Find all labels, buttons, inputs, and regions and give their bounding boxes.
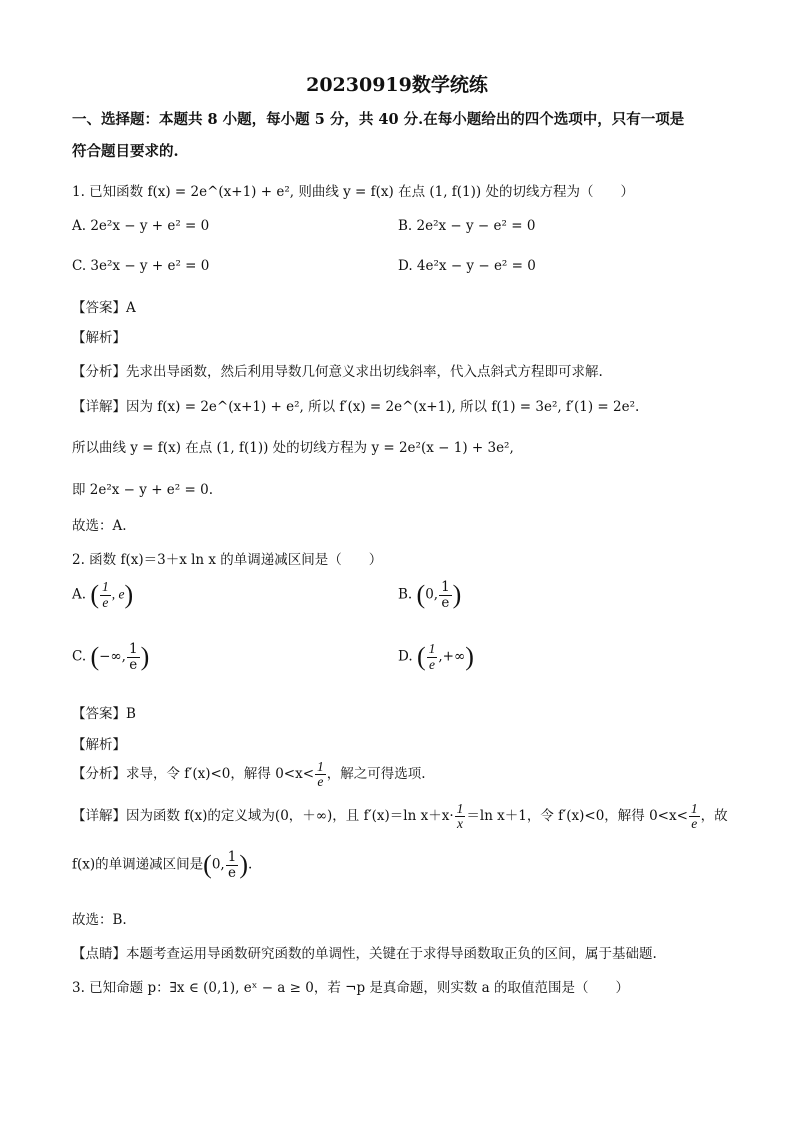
q1-detail-3: 即 2e²x − y + e² = 0.: [72, 482, 213, 498]
q1-option-c: C. 3e²x − y + e² = 0: [72, 258, 210, 274]
q1-fenxi: 【分析】先求出导函数，然后利用导数几何意义求出切线斜率，代入点斜式方程即可求解.: [72, 364, 603, 380]
q2-analysis-label: 【解析】: [72, 737, 126, 753]
option-label: C.: [72, 648, 87, 665]
q3-stem: 3. 已知命题 p：∃x ∈ (0,1), eˣ − a ≥ 0，若 ¬p 是真命题，则实数 a 的取值范围是（ ）: [72, 980, 630, 996]
q1-stem: 1. 已知函数 f(x) = 2e^(x+1) + e², 则曲线 y = f(x) 在点 (1, f(1)) 处的切线方程为（ ）: [72, 184, 634, 200]
q1-detail-2: 所以曲线 y = f(x) 在点 (1, f(1)) 处的切线方程为 y = 2e²(x − 1) + 3e²,: [72, 440, 514, 456]
q1-analysis-label: 【解析】: [72, 330, 126, 346]
q2-answer: 【答案】B: [72, 706, 136, 722]
q2-choose: 故选：B.: [72, 912, 127, 928]
q2-dianjing: 【点睛】本题考查运用导函数研究函数的单调性，关键在于求得导函数取正负的区间，属于基础题.: [72, 946, 657, 962]
q2-option-a: A. ( $\frac{1}{e}$ , e): [72, 579, 134, 610]
option-label: A.: [72, 586, 87, 603]
q1-option-a: A. 2e²x − y + e² = 0: [72, 218, 210, 234]
section-heading-cont: 符合题目要求的.: [72, 143, 179, 160]
q1-detail: 【详解】因为 f(x) = 2e^(x+1) + e², 所以 f′(x) = 2e^(x+1), 所以 f(1) = 3e², f′(1) = 2e².: [72, 399, 640, 415]
q2-detail: 【详解】因为函数 f(x)的定义域为(0，＋∞)，且 f′(x)＝ln x＋x· $\frac{1}{x}$ ＝ln x＋1，令 f′(x)<0，解得 0<x< $\frac{1}{e}$ ，故: [72, 801, 728, 832]
q2-detail-2: f(x)的单调递减区间是(0, $\frac{1}{e}$ ).: [72, 849, 253, 881]
q1-answer: 【答案】A: [72, 300, 136, 316]
page-title: 20230919数学统练: [306, 74, 488, 96]
option-label: D.: [398, 648, 413, 665]
q2-fenxi: 【分析】求导，令 f′(x)<0，解得 0<x< $\frac{1}{e}$ ，解之可得选项.: [72, 759, 426, 790]
q2-option-b: B. (0, $\frac{1}{e}$ ): [398, 579, 462, 611]
q1-choose: 故选：A.: [72, 518, 127, 534]
q2-option-c: C. (−∞, $\frac{1}{e}$ ): [72, 641, 150, 673]
option-label: B.: [398, 586, 413, 603]
q2-stem: 2. 函数 f(x)＝3＋x ln x 的单调递减区间是（ ）: [72, 552, 383, 568]
q1-option-b: B. 2e²x − y − e² = 0: [398, 218, 536, 234]
q1-option-d: D. 4e²x − y − e² = 0: [398, 258, 536, 274]
q2-option-d: D. ( $\frac{1}{e}$ ,+∞): [398, 641, 474, 672]
section-heading: 一、选择题：本题共 8 小题，每小题 5 分，共 40 分.在每小题给出的四个选项中，只有一项是: [72, 111, 685, 128]
